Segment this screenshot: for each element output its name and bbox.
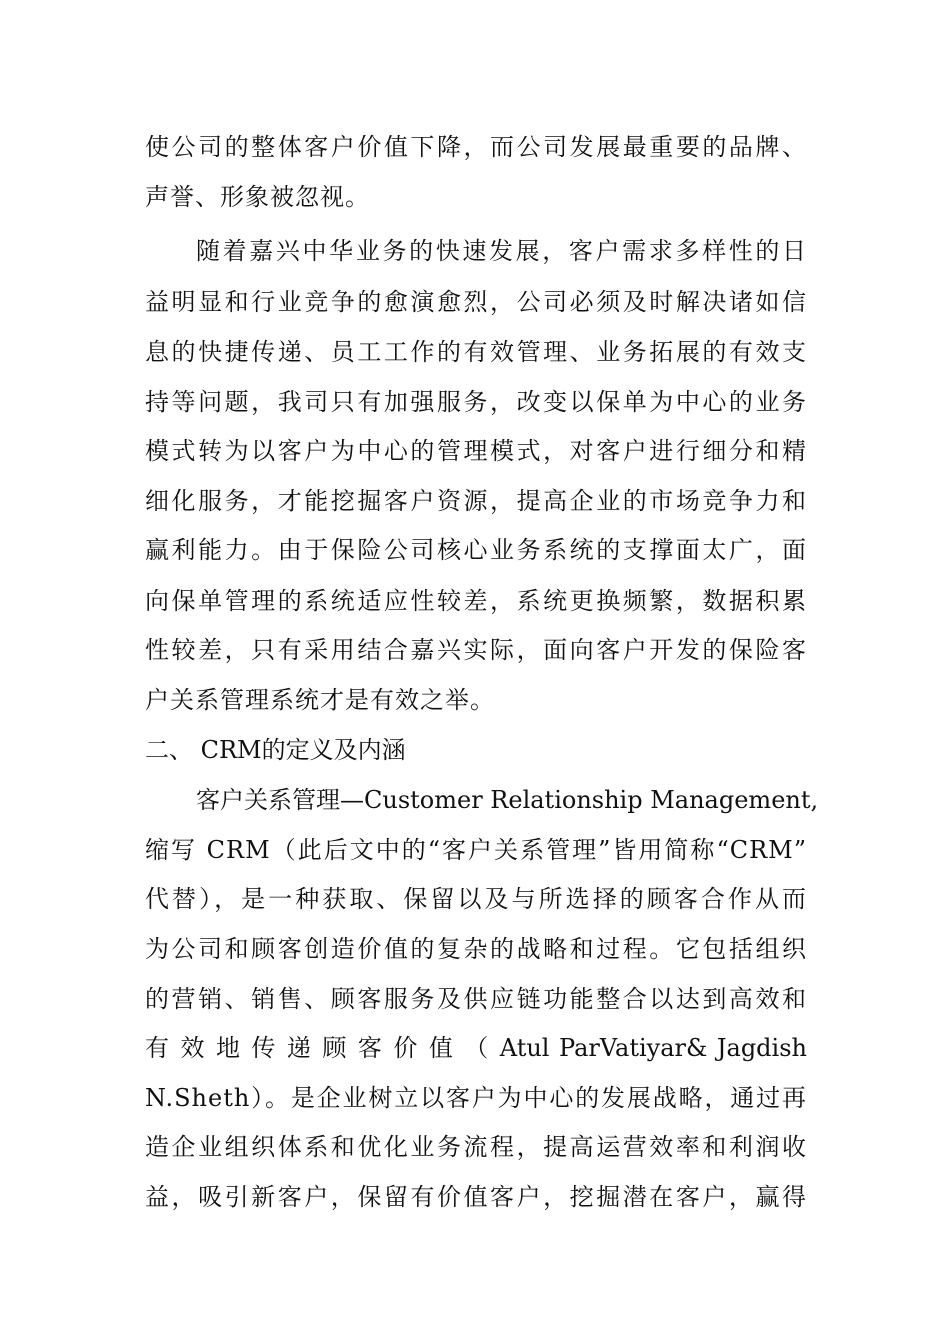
paragraph-line: 为公司和顾客创造价值的复杂的战略和过程。它包括组织 bbox=[145, 935, 807, 963]
paragraph-line: 代替），是一种获取、保留以及与所选择的顾客合作从而 bbox=[145, 885, 807, 913]
paragraph-line: 模式转为以客户为中心的管理模式，对客户进行细分和精 bbox=[145, 437, 807, 465]
section-heading: 二、 CRM的定义及内涵 bbox=[145, 736, 406, 764]
paragraph-line: 细化服务，才能挖掘客户资源，提高企业的市场竞争力和 bbox=[145, 487, 807, 515]
paragraph-line: 益明显和行业竞争的愈演愈烈，公司必须及时解决诸如信 bbox=[145, 288, 807, 316]
paragraph-line: 向保单管理的系统适应性较差，系统更换频繁，数据积累 bbox=[145, 587, 807, 615]
paragraph-line: 益，吸引新客户，保留有价值客户，挖掘潜在客户，赢得 bbox=[145, 1183, 807, 1211]
paragraph-line: 使公司的整体客户价值下降，而公司发展最重要的品牌、 bbox=[145, 133, 807, 161]
paragraph-line: 声誉、形象被忽视。 bbox=[145, 183, 370, 211]
paragraph-line: 造企业组织体系和优化业务流程，提高运营效率和利润收 bbox=[145, 1133, 807, 1161]
paragraph-line: 缩写 CRM（此后文中的“客户关系管理”皆用简称“CRM” bbox=[145, 836, 807, 864]
paragraph-line: 持等问题，我司只有加强服务，改变以保单为中心的业务 bbox=[145, 388, 807, 416]
paragraph-line: 有 效 地 传 递 顾 客 价 值 （ Atul ParVatiyar& Jagdish bbox=[145, 1034, 807, 1062]
paragraph-line: 随着嘉兴中华业务的快速发展，客户需求多样性的日 bbox=[196, 237, 807, 265]
paragraph-line: 的营销、销售、顾客服务及供应链功能整合以达到高效和 bbox=[145, 985, 807, 1013]
paragraph-line: 赢利能力。由于保险公司核心业务系统的支撑面太广，面 bbox=[145, 536, 807, 564]
paragraph-line: N.Sheth）。是企业树立以客户为中心的发展战略，通过再 bbox=[145, 1084, 807, 1112]
paragraph-line: 性较差，只有采用结合嘉兴实际，面向客户开发的保险客 bbox=[145, 636, 807, 664]
paragraph-line: 户关系管理系统才是有效之举。 bbox=[145, 686, 495, 714]
paragraph-line: 客户关系管理—Customer Relationship Management, bbox=[196, 786, 819, 814]
paragraph-line: 息的快捷传递、员工工作的有效管理、业务拓展的有效支 bbox=[145, 338, 807, 366]
